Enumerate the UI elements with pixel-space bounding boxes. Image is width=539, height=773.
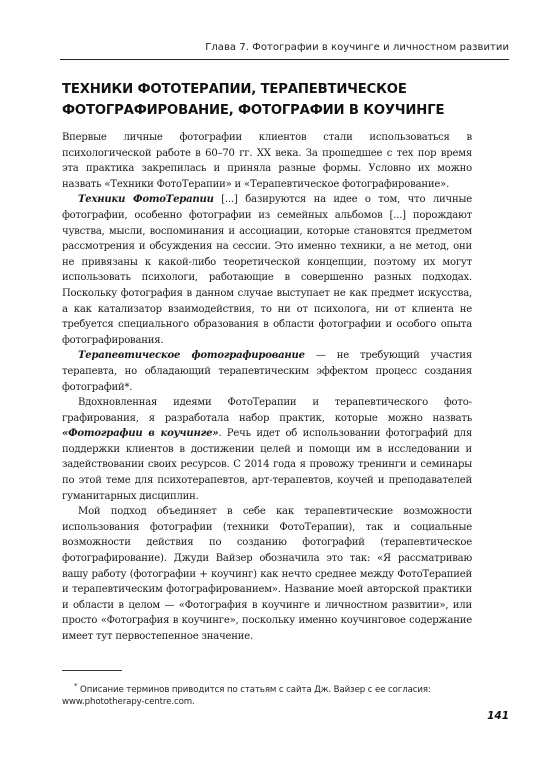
section-title [62,79,482,121]
paragraph-2 [62,192,472,348]
body-text [62,130,472,645]
header-rule [60,59,509,60]
paragraph-5: Мой подход объединяет в себе как терапевтические возможности использования фотографии (техники ФотоТерапии), так и социальные возможности действия по созданию фотографий (терапевтическое фотографирование). Джуди Вайзер обозначила это так: «Я рассматриваю вашу работу (фотографии + коучинг) как нечто среднее между ФотоТерапией и терапевтическим фотографированием». Название моей авторской практики и области в целом — «Фотография в коучинге и личностном развитии», или просто «Фотография в коучинге», поскольку именно коучинговое содержание имеет тут первостепенное значение. [62,506,472,642]
page-number: 141 [487,710,509,722]
running-header: Глава 7. Фотографии в коучинге и личностном развитии [205,42,509,53]
footnote-marker: * [74,682,78,690]
term-photos-in-coaching: «Фотографии в коучинге» [62,428,219,440]
paragraph-2-text: [...] базируются на идее о том, что личные фотографии, особенно фотографии из семейных альбомов [...] порождают чувства, мысли, воспоминания и ассоциации, которые становятся предметом рассмотрения и обсуждения на сессии. Это именно техники, а не метод, они не привязаны к какой-либо теоретической концепции, поэтому их могут использовать психологи, работающие в совершенно разных подходах. Поскольку фотография в данном случае выступает не как предмет искусства, а как катализатор взаимодействия, то ни от психолога, ни от клиента не требуется специального образования в области фотографии и особого опыта фотографирования. [62,194,472,346]
paragraph-3-text: — не требующий участия терапевта, но обладающий терапевтическим эффектом процесс создания фотографий*. [62,350,472,393]
paragraph-4-text-after: . Речь идет об использовании фотографий для поддержки клиентов в достижении целей и помощи им в исследовании и задействовании своих ресурсов. С 2014 года я провожу тренинги и семинары по этой теме для психотерапевтов, арт-терапевтов, коучей и преподавателей гуманитарных дисциплин. [62,428,473,502]
footnote [62,680,462,709]
term-phototherapy-techniques: Техники ФотоТерапии [78,194,214,206]
paragraph-4-text-before: Вдохновленная идеями ФотоТерапии и терапевтического фотографирования, я разработала набор практик, которые можно назвать [62,397,472,424]
term-therapeutic-photography: Терапевтическое фотографирование [78,350,305,362]
section-title-line-2: ФОТОГРАФИРОВАНИЕ, ФОТОГРАФИИ В КОУЧИНГЕ [62,103,445,118]
paragraph-4 [62,395,472,504]
paragraph-1: Впервые личные фотографии клиентов стали использоваться в психологической работе в 60–70 гг. XX века. За прошедшее с тех пор время эта практика закрепилась и приняла разные формы. Условно их можно назвать «Техники ФотоТерапии» и «Терапевтическое фотографирование». [62,132,472,190]
footnote-text: Описание терминов приводится по статьям с сайта Дж. Вайзер с ее согласия: www.phototherapy-centre.com. [62,684,431,708]
footnote-rule [62,670,122,671]
paragraph-3 [62,348,472,395]
section-title-line-1: ТЕХНИКИ ФОТОТЕРАПИИ, ТЕРАПЕВТИЧЕСКОЕ [62,82,407,97]
